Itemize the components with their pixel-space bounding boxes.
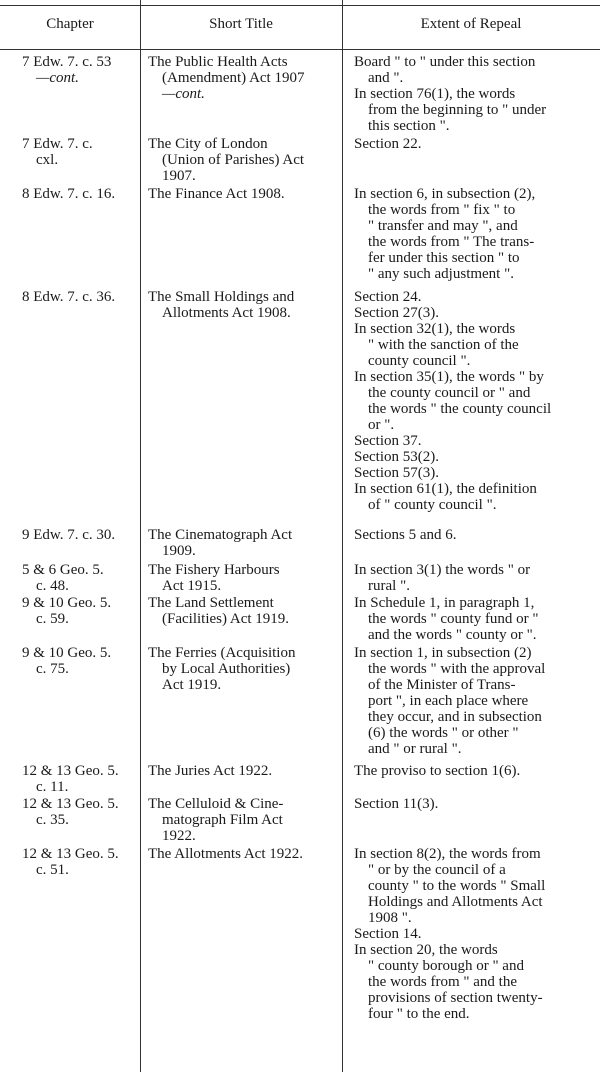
- header-extent-of-repeal: Extent of Repeal: [420, 16, 522, 32]
- chapter-cell: [22, 289, 138, 305]
- extent-cell: [354, 645, 586, 757]
- text-line: c. 35.: [36, 812, 69, 828]
- text-line: c. 59.: [36, 611, 69, 627]
- text-line: 7 Edw. 7. c.: [22, 136, 93, 152]
- chapter-cell: [22, 136, 138, 168]
- text-line: of the Minister of Trans-: [368, 677, 516, 693]
- text-line: In section 8(2), the words from: [354, 846, 541, 862]
- text-line: 5 & 6 Geo. 5.: [22, 562, 104, 578]
- text-line: (6) the words " or other ": [368, 725, 519, 741]
- extent-cell: [354, 289, 586, 513]
- text-line: the county council or " and: [368, 385, 531, 401]
- text-line: county " to the words " Small: [368, 878, 546, 894]
- text-line: Section 57(3).: [354, 465, 439, 481]
- text-line: The Ferries (Acquisition: [148, 645, 296, 661]
- text-line: the words from " fix " to: [368, 202, 516, 218]
- text-line: the words " county fund or ": [368, 611, 539, 627]
- text-line: " any such adjustment ".: [368, 266, 514, 282]
- chapter-cell: [22, 846, 138, 878]
- text-line: Section 53(2).: [354, 449, 439, 465]
- text-line: Sections 5 and 6.: [354, 527, 457, 543]
- text-line: Act 1919.: [162, 677, 222, 693]
- text-line: 1907.: [162, 168, 196, 184]
- column-divider-1: [140, 0, 141, 1072]
- text-line: —cont.: [36, 70, 79, 86]
- text-line: port ", in each place where: [368, 693, 529, 709]
- text-line: from the beginning to " under: [368, 102, 547, 118]
- text-line: In section 6, in subsection (2),: [354, 186, 536, 202]
- short-title-cell: [148, 562, 336, 594]
- text-line: of " county council ".: [368, 497, 497, 513]
- text-line: The Juries Act 1922.: [148, 763, 273, 779]
- text-line: 8 Edw. 7. c. 36.: [22, 289, 116, 305]
- chapter-cell: [22, 645, 138, 677]
- text-line: and the words " county or ".: [368, 627, 537, 643]
- extent-cell: [354, 763, 586, 779]
- text-line: In section 1, in subsection (2): [354, 645, 532, 661]
- extent-cell: [354, 54, 586, 134]
- table-top-rule: [0, 5, 600, 6]
- text-line: Section 37.: [354, 433, 422, 449]
- text-line: The City of London: [148, 136, 268, 152]
- column-divider-2: [342, 0, 343, 1072]
- text-line: 12 & 13 Geo. 5.: [22, 796, 119, 812]
- text-line: 8 Edw. 7. c. 16.: [22, 186, 116, 202]
- text-line: the words " with the approval: [368, 661, 546, 677]
- short-title-cell: [148, 136, 336, 184]
- text-line: Section 14.: [354, 926, 422, 942]
- text-line: 12 & 13 Geo. 5.: [22, 763, 119, 779]
- header-rule: [0, 49, 600, 50]
- text-line: Section 22.: [354, 136, 422, 152]
- text-line: The Allotments Act 1922.: [148, 846, 303, 862]
- short-title-cell: [148, 54, 336, 102]
- short-title-cell: [148, 763, 336, 779]
- text-line: Holdings and Allotments Act: [368, 894, 543, 910]
- short-title-cell: [148, 595, 336, 627]
- text-line: the words from " The trans-: [368, 234, 535, 250]
- chapter-cell: [22, 595, 138, 627]
- short-title-cell: [148, 527, 336, 559]
- text-line: (Amendment) Act 1907: [162, 70, 305, 86]
- chapter-cell: [22, 763, 138, 795]
- text-line: Section 24.: [354, 289, 422, 305]
- text-line: In section 32(1), the words: [354, 321, 516, 337]
- text-line: 1908 ".: [368, 910, 412, 926]
- text-line: c. 75.: [36, 661, 69, 677]
- text-line: this section ".: [368, 118, 450, 134]
- chapter-cell: [22, 54, 138, 86]
- text-line: The Cinematograph Act: [148, 527, 293, 543]
- text-line: 12 & 13 Geo. 5.: [22, 846, 119, 862]
- text-line: they occur, and in subsection: [368, 709, 542, 725]
- text-line: In section 35(1), the words " by: [354, 369, 544, 385]
- text-line: by Local Authorities): [162, 661, 291, 677]
- text-line: The Small Holdings and: [148, 289, 295, 305]
- text-line: matograph Film Act: [162, 812, 283, 828]
- text-line: In section 76(1), the words: [354, 86, 516, 102]
- short-title-cell: [148, 289, 336, 321]
- text-line: or ".: [368, 417, 395, 433]
- text-line: and ".: [368, 70, 404, 86]
- text-line: 1909.: [162, 543, 196, 559]
- short-title-cell: [148, 796, 336, 844]
- text-line: 7 Edw. 7. c. 53: [22, 54, 112, 70]
- text-line: In section 3(1) the words " or: [354, 562, 531, 578]
- header-short-title: Short Title: [209, 16, 273, 32]
- text-line: The Land Settlement: [148, 595, 274, 611]
- extent-cell: [354, 846, 586, 1022]
- text-line: c. 51.: [36, 862, 69, 878]
- extent-cell: [354, 595, 586, 643]
- text-line: (Facilities) Act 1919.: [162, 611, 290, 627]
- chapter-cell: [22, 527, 138, 543]
- text-line: In section 20, the words: [354, 942, 498, 958]
- text-line: In Schedule 1, in paragraph 1,: [354, 595, 535, 611]
- short-title-cell: [148, 846, 336, 862]
- text-line: fer under this section " to: [368, 250, 520, 266]
- text-line: rural ".: [368, 578, 410, 594]
- text-line: (Union of Parishes) Act: [162, 152, 305, 168]
- text-line: The Celluloid & Cine-: [148, 796, 284, 812]
- text-line: Allotments Act 1908.: [162, 305, 291, 321]
- text-line: c. 11.: [36, 779, 69, 795]
- text-line: 9 & 10 Geo. 5.: [22, 595, 112, 611]
- text-line: and " or rural ".: [368, 741, 462, 757]
- text-line: The Public Health Acts: [148, 54, 288, 70]
- chapter-cell: [22, 796, 138, 828]
- extent-cell: [354, 136, 586, 152]
- text-line: county council ".: [368, 353, 471, 369]
- text-line: c. 48.: [36, 578, 69, 594]
- header-chapter: Chapter: [46, 16, 94, 32]
- text-line: four " to the end.: [368, 1006, 470, 1022]
- text-line: cxl.: [36, 152, 59, 168]
- extent-cell: [354, 562, 586, 594]
- text-line: Board " to " under this section: [354, 54, 536, 70]
- chapter-cell: [22, 186, 138, 202]
- text-line: The Finance Act 1908.: [148, 186, 285, 202]
- text-line: " or by the council of a: [368, 862, 506, 878]
- text-line: 9 & 10 Geo. 5.: [22, 645, 112, 661]
- text-line: " county borough or " and: [368, 958, 524, 974]
- text-line: In section 61(1), the definition: [354, 481, 537, 497]
- text-line: the words " the county council: [368, 401, 552, 417]
- text-line: Section 11(3).: [354, 796, 439, 812]
- text-line: Act 1915.: [162, 578, 222, 594]
- text-line: Section 27(3).: [354, 305, 439, 321]
- text-line: —cont.: [162, 86, 205, 102]
- extent-cell: [354, 796, 586, 812]
- text-line: 1922.: [162, 828, 196, 844]
- text-line: " with the sanction of the: [368, 337, 519, 353]
- extent-cell: [354, 527, 586, 543]
- short-title-cell: [148, 186, 336, 202]
- text-line: the words from " and the: [368, 974, 518, 990]
- chapter-cell: [22, 562, 138, 594]
- text-line: " transfer and may ", and: [368, 218, 518, 234]
- text-line: provisions of section twenty-: [368, 990, 543, 1006]
- short-title-cell: [148, 645, 336, 693]
- text-line: The Fishery Harbours: [148, 562, 280, 578]
- text-line: The proviso to section 1(6).: [354, 763, 521, 779]
- text-line: 9 Edw. 7. c. 30.: [22, 527, 116, 543]
- extent-cell: [354, 186, 586, 282]
